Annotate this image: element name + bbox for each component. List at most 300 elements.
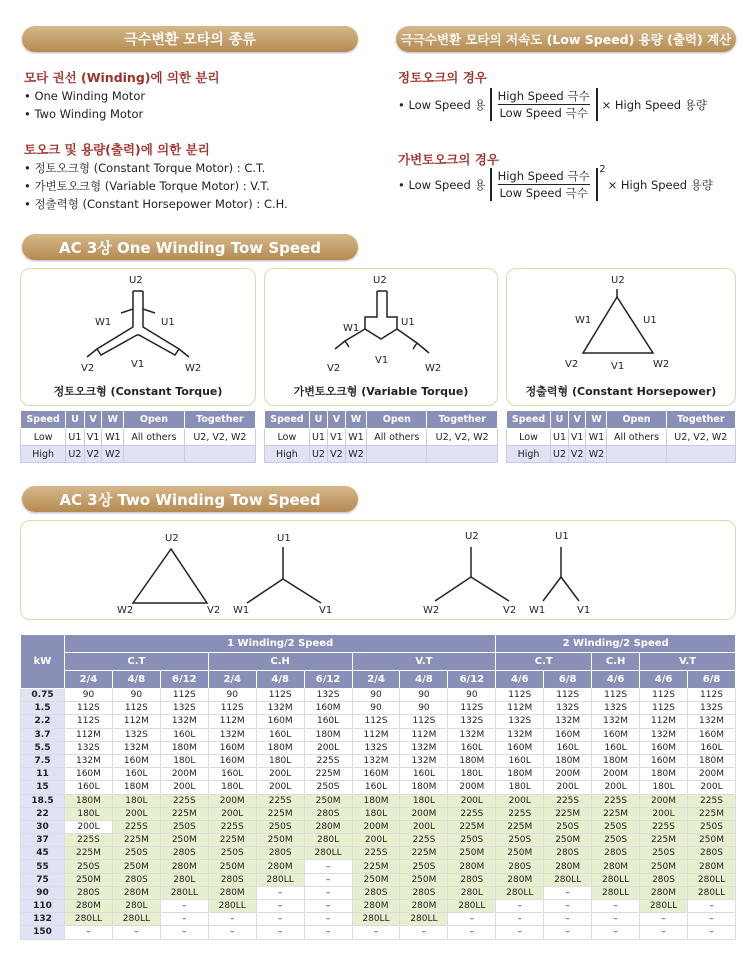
table-cell: 250M — [304, 794, 352, 807]
col-v: V — [569, 411, 586, 429]
table-cell: 200L — [448, 794, 496, 807]
label-u2: U2 — [465, 531, 479, 542]
table-cell: 280S — [592, 847, 640, 860]
table-cell: – — [256, 913, 304, 926]
kw-cell: 110 — [21, 900, 65, 913]
table-header-row — [265, 411, 498, 429]
table-cell: All others — [124, 429, 185, 446]
table-cell: 200M — [160, 768, 208, 781]
table-cell: 200L — [496, 794, 544, 807]
table-cell: 225S — [352, 847, 400, 860]
group-2-winding: 2 Winding/2 Speed — [496, 635, 736, 653]
table-cell: 280M — [448, 860, 496, 873]
table-cell: 200M — [544, 768, 592, 781]
winding-item-two: • Two Winding Motor — [24, 107, 144, 121]
connection-table-ch — [506, 410, 736, 463]
table-row — [21, 429, 256, 446]
col-together: Together — [427, 411, 498, 429]
ct-title: 정토오크의 경우 — [398, 70, 487, 85]
table-cell: – — [496, 926, 544, 939]
table-cell: 250S — [687, 820, 735, 833]
sub-ct: C.T — [496, 653, 592, 671]
label-v1: V1 — [319, 605, 333, 616]
table-cell: 132S — [592, 702, 640, 715]
ct-formula — [398, 88, 707, 121]
kw-cell: 75 — [21, 873, 65, 886]
table-cell: 160L — [160, 728, 208, 741]
col-poles: 6/8 — [687, 671, 735, 689]
table-row — [21, 689, 736, 702]
label-w1: W1 — [343, 323, 360, 334]
col-open: Open — [607, 411, 666, 429]
table-cell: 160M — [112, 754, 160, 767]
table-cell: 280LL — [400, 913, 448, 926]
table-cell: 200M — [400, 807, 448, 820]
kw-cell: 55 — [21, 860, 65, 873]
table-cell: 160L — [448, 741, 496, 754]
table-cell: 112S — [208, 702, 256, 715]
table-cell: 280S — [65, 886, 113, 899]
table-cell: 225M — [208, 834, 256, 847]
table-cell: 180M — [65, 794, 113, 807]
connection-table-vt — [264, 410, 498, 463]
table-cell: 280M — [544, 860, 592, 873]
table-cell: 160M — [687, 728, 735, 741]
table-cell: U2 — [309, 446, 327, 463]
table-cell: 250M — [640, 860, 688, 873]
table-cell: 132S — [352, 741, 400, 754]
kw-cell: 150 — [21, 926, 65, 939]
table-cell: 280LL — [496, 886, 544, 899]
table-cell: 280LL — [640, 900, 688, 913]
col-poles: 2/4 — [65, 671, 113, 689]
kw-cell: 90 — [21, 886, 65, 899]
diagram-constant-torque — [20, 268, 256, 406]
table-cell: 280S — [256, 847, 304, 860]
table-cell: 90 — [65, 689, 113, 702]
table-cell: 280LL — [208, 900, 256, 913]
table-cell: 280LL — [256, 873, 304, 886]
table-cell: 250M — [65, 873, 113, 886]
formula-prefix: • Low Speed 용 — [398, 177, 486, 192]
table-cell: U2 — [66, 446, 84, 463]
formula-denominator: Low Speed 극수 — [499, 186, 588, 200]
table-row — [21, 794, 736, 807]
table-cell: 112M — [65, 728, 113, 741]
table-cell: 280S — [352, 886, 400, 899]
label-u1: U1 — [161, 317, 175, 328]
table-cell: 250M — [256, 834, 304, 847]
table-cell: 280S — [687, 847, 735, 860]
table-cell: 132M — [65, 754, 113, 767]
table-cell: 132S — [687, 702, 735, 715]
col-poles: 4/6 — [640, 671, 688, 689]
table-cell: 160L — [496, 754, 544, 767]
table-cell: V2 — [569, 446, 586, 463]
table-cell: 112S — [65, 715, 113, 728]
table-cell: 180M — [112, 781, 160, 794]
col-poles: 6/12 — [448, 671, 496, 689]
label-u2: U2 — [129, 275, 143, 286]
table-cell: 225M — [304, 768, 352, 781]
formula-prefix: • Low Speed 용 — [398, 97, 486, 112]
table-cell: 180M — [592, 754, 640, 767]
table-cell: U1 — [551, 429, 569, 446]
col-together: Together — [184, 411, 255, 429]
table-cell: 180M — [400, 781, 448, 794]
formula-fraction — [490, 88, 598, 121]
table-cell: 250M — [208, 860, 256, 873]
formula-suffix: × High Speed 용량 — [607, 177, 713, 192]
table-cell: U1 — [309, 429, 327, 446]
col-poles: 4/8 — [112, 671, 160, 689]
table-cell: 90 — [400, 702, 448, 715]
table-cell: 132M — [160, 715, 208, 728]
table-cell: 200M — [448, 781, 496, 794]
formula-exponent: 2 — [599, 164, 606, 175]
table-cell: 280L — [304, 834, 352, 847]
table-cell: 250M — [496, 847, 544, 860]
table-cell: 112M — [352, 728, 400, 741]
table-cell: 280LL — [448, 900, 496, 913]
table-cell: 225M — [112, 834, 160, 847]
table-cell: U2, V2, W2 — [427, 429, 498, 446]
table-cell: – — [544, 913, 592, 926]
table-cell: – — [592, 900, 640, 913]
table-cell: 280M — [65, 900, 113, 913]
motor-frame-table — [20, 634, 736, 940]
table-cell: 280L — [112, 900, 160, 913]
col-poles: 4/8 — [400, 671, 448, 689]
table-cell: – — [448, 926, 496, 939]
table-cell: 160M — [304, 702, 352, 715]
table-cell: – — [304, 860, 352, 873]
label-w2: W2 — [185, 363, 202, 374]
table-cell: 180L — [65, 807, 113, 820]
table-cell: 250S — [448, 834, 496, 847]
group-1-winding: 1 Winding/2 Speed — [65, 635, 496, 653]
table-row — [21, 860, 736, 873]
table-cell: 225M — [687, 807, 735, 820]
table-cell: 160M — [208, 754, 256, 767]
label-u1: U1 — [555, 531, 569, 542]
kw-cell: 11 — [21, 768, 65, 781]
label-v2: V2 — [327, 363, 341, 374]
label-v1: V1 — [611, 361, 625, 372]
table-cell: 160L — [592, 741, 640, 754]
table-cell: 225S — [160, 794, 208, 807]
sub-vt: V.T — [352, 653, 496, 671]
table-row — [265, 429, 498, 446]
table-cell: 90 — [112, 689, 160, 702]
table-cell: 160M — [256, 715, 304, 728]
table-row — [21, 807, 736, 820]
table-row — [21, 715, 736, 728]
table-cell: 132M — [352, 754, 400, 767]
table-cell: 280LL — [304, 847, 352, 860]
table-cell: – — [352, 926, 400, 939]
torque-item-ch: • 정출력형 (Constant Horsepower Motor) : C.H. — [24, 197, 288, 211]
label-v1: V1 — [131, 359, 145, 370]
caption-ct: 정토오크형 (Constant Torque) — [53, 385, 223, 398]
table-cell: 280L — [160, 873, 208, 886]
table-cell: All others — [367, 429, 427, 446]
col-poles: 2/4 — [352, 671, 400, 689]
table-cell: – — [256, 926, 304, 939]
table-cell: W1 — [586, 429, 607, 446]
table-cell: 112S — [592, 689, 640, 702]
table-cell: V1 — [569, 429, 586, 446]
table-cell: 160M — [640, 754, 688, 767]
table-cell: 280M — [592, 860, 640, 873]
table-cell: 132S — [544, 702, 592, 715]
table-cell: 132S — [496, 715, 544, 728]
label-u1: U1 — [643, 315, 657, 326]
table-cell: 132S — [160, 702, 208, 715]
table-cell: 225S — [208, 820, 256, 833]
table-cell: 112S — [640, 689, 688, 702]
table-cell: 250S — [304, 781, 352, 794]
table-cell: 112S — [112, 702, 160, 715]
table-cell: – — [304, 886, 352, 899]
delta-diagram — [507, 269, 737, 381]
table-cell: W2 — [345, 446, 366, 463]
table-cell: 280S — [160, 847, 208, 860]
col-poles: 4/6 — [592, 671, 640, 689]
table-cell: 225M — [640, 834, 688, 847]
table-cell: 280S — [640, 873, 688, 886]
diagram-two-winding — [20, 520, 736, 620]
table-cell: 180L — [352, 807, 400, 820]
table-cell: 250M — [544, 834, 592, 847]
torque-item-vt: • 가변토오크형 (Variable Torque Motor) : V.T. — [24, 179, 270, 193]
table-cell: 200L — [304, 741, 352, 754]
table-cell: 225M — [544, 807, 592, 820]
vt-title: 가변토오크의 경우 — [398, 152, 499, 167]
col-poles: 2/4 — [208, 671, 256, 689]
col-speed: Speed — [507, 411, 551, 429]
kw-cell: 5.5 — [21, 741, 65, 754]
table-cell: 225S — [400, 834, 448, 847]
table-cell: 180L — [256, 754, 304, 767]
table-cell: 160L — [304, 715, 352, 728]
caption-ch: 정출력형 (Constant Horsepower) — [525, 385, 717, 398]
banner-two-winding: AC 3상 Two Winding Tow Speed — [22, 486, 358, 512]
table-cell: U2 — [551, 446, 569, 463]
table-cell: – — [208, 913, 256, 926]
table-row — [21, 834, 736, 847]
col-speed: Speed — [21, 411, 66, 429]
label-w2: W2 — [117, 605, 134, 616]
table-cell: 132S — [304, 689, 352, 702]
table-cell: 112S — [640, 702, 688, 715]
table-cell: 200L — [208, 807, 256, 820]
table-cell: 112M — [400, 728, 448, 741]
table-cell — [124, 446, 185, 463]
kw-cell: 15 — [21, 781, 65, 794]
table-cell: W1 — [345, 429, 366, 446]
table-cell: 225M — [65, 847, 113, 860]
table-row — [21, 754, 736, 767]
label-v2: V2 — [565, 359, 579, 370]
table-header-row — [21, 635, 736, 653]
table-cell: 112M — [640, 715, 688, 728]
table-cell: – — [160, 900, 208, 913]
table-cell: 250M — [400, 873, 448, 886]
table-cell: 200L — [687, 781, 735, 794]
table-cell: High — [21, 446, 66, 463]
label-w1: W1 — [233, 605, 250, 616]
table-cell: 132M — [208, 728, 256, 741]
table-row — [21, 886, 736, 899]
kw-cell: 22 — [21, 807, 65, 820]
table-cell: 200L — [352, 834, 400, 847]
table-cell: 160L — [256, 728, 304, 741]
table-cell: 112S — [400, 715, 448, 728]
table-cell: 132M — [640, 728, 688, 741]
table-cell: 112M — [112, 715, 160, 728]
table-cell: 132S — [112, 728, 160, 741]
label-w2: W2 — [425, 363, 442, 374]
table-cell: 112S — [544, 689, 592, 702]
table-cell — [607, 446, 666, 463]
table-cell: – — [65, 926, 113, 939]
sub-ch: C.H — [208, 653, 352, 671]
table-cell: 280M — [304, 820, 352, 833]
label-w2: W2 — [653, 359, 670, 370]
table-row — [265, 446, 498, 463]
table-cell: 180M — [256, 741, 304, 754]
table-cell: – — [544, 926, 592, 939]
table-cell: 132S — [65, 741, 113, 754]
table-cell: 160L — [687, 741, 735, 754]
torque-title: 토오크 및 용량(출력)에 의한 분리 — [24, 142, 210, 157]
table-cell: 132S — [448, 715, 496, 728]
sub-ch: C.H — [592, 653, 640, 671]
table-cell: 132M — [448, 728, 496, 741]
table-cell: – — [544, 900, 592, 913]
table-cell: 280LL — [544, 873, 592, 886]
table-cell: 112S — [687, 689, 735, 702]
table-cell: 112S — [496, 689, 544, 702]
table-cell: 280S — [496, 860, 544, 873]
banner-one-winding: AC 3상 One Winding Tow Speed — [22, 234, 358, 260]
table-cell: 180L — [160, 754, 208, 767]
table-cell: 225M — [256, 807, 304, 820]
table-cell: 250S — [208, 847, 256, 860]
table-cell: 250S — [592, 820, 640, 833]
table-cell: 200L — [256, 781, 304, 794]
table-cell: 160M — [65, 768, 113, 781]
table-cell: – — [256, 886, 304, 899]
table-cell: 280S — [400, 886, 448, 899]
table-cell: 200M — [640, 794, 688, 807]
table-cell: 225S — [687, 794, 735, 807]
kw-cell: 132 — [21, 913, 65, 926]
table-cell: 160L — [544, 741, 592, 754]
kw-cell: 1.5 — [21, 702, 65, 715]
table-row — [21, 702, 736, 715]
table-cell: W2 — [586, 446, 607, 463]
table-cell: 200L — [592, 781, 640, 794]
table-cell: 180M — [544, 754, 592, 767]
wye-diagram — [265, 269, 499, 381]
table-cell: – — [160, 926, 208, 939]
table-cell: W1 — [102, 429, 124, 446]
kw-cell: 45 — [21, 847, 65, 860]
table-cell — [427, 446, 498, 463]
table-cell: 180M — [640, 768, 688, 781]
col-u: U — [309, 411, 327, 429]
kw-cell: 3.7 — [21, 728, 65, 741]
table-cell: All others — [607, 429, 666, 446]
table-cell: 180M — [160, 741, 208, 754]
table-cell: U1 — [66, 429, 84, 446]
table-cell: 200M — [208, 794, 256, 807]
torque-item-ct: • 정토오크형 (Constant Torque Motor) : C.T. — [24, 161, 266, 175]
table-cell: – — [112, 926, 160, 939]
formula-numerator: High Speed 극수 — [497, 169, 590, 183]
table-cell: 280LL — [112, 913, 160, 926]
table-cell: – — [640, 926, 688, 939]
col-u: U — [551, 411, 569, 429]
label-u2: U2 — [373, 275, 387, 286]
kw-cell: 2.2 — [21, 715, 65, 728]
table-cell: – — [448, 913, 496, 926]
formula-suffix: × High Speed 용량 — [601, 97, 707, 112]
table-cell: 280M — [687, 860, 735, 873]
table-cell: 280L — [448, 886, 496, 899]
table-row — [507, 429, 736, 446]
table-cell: Low — [265, 429, 310, 446]
table-cell: – — [592, 926, 640, 939]
table-cell: 225M — [592, 807, 640, 820]
table-cell: 200L — [640, 807, 688, 820]
winding-title: 모타 권선 (Winding)에 의한 분리 — [24, 70, 220, 85]
table-cell: 180L — [112, 794, 160, 807]
table-row — [21, 820, 736, 833]
table-cell: 280S — [208, 873, 256, 886]
col-together: Together — [666, 411, 735, 429]
table-cell: 250S — [640, 847, 688, 860]
table-cell: 280LL — [687, 873, 735, 886]
table-cell: 90 — [400, 689, 448, 702]
table-cell: 250M — [352, 873, 400, 886]
table-cell: – — [304, 926, 352, 939]
table-cell: 200L — [544, 781, 592, 794]
diagram-constant-horsepower — [506, 268, 736, 406]
table-cell: 112S — [352, 715, 400, 728]
table-cell: 250M — [448, 847, 496, 860]
table-cell: 225S — [65, 834, 113, 847]
label-w1: W1 — [95, 317, 112, 328]
table-cell: 225S — [496, 807, 544, 820]
table-cell: 160M — [352, 768, 400, 781]
table-cell: 250S — [112, 847, 160, 860]
table-cell: Low — [507, 429, 551, 446]
table-cell: – — [256, 900, 304, 913]
table-cell: 280M — [208, 886, 256, 899]
col-poles: 6/12 — [304, 671, 352, 689]
table-cell: 280M — [640, 886, 688, 899]
label-w2: W2 — [423, 605, 440, 616]
vt-formula — [398, 164, 713, 201]
winding-item-one: • One Winding Motor — [24, 89, 146, 103]
table-cell: 250M — [687, 834, 735, 847]
table-cell: 250S — [592, 834, 640, 847]
table-cell: 280LL — [65, 913, 113, 926]
sub-vt: V.T — [640, 653, 736, 671]
